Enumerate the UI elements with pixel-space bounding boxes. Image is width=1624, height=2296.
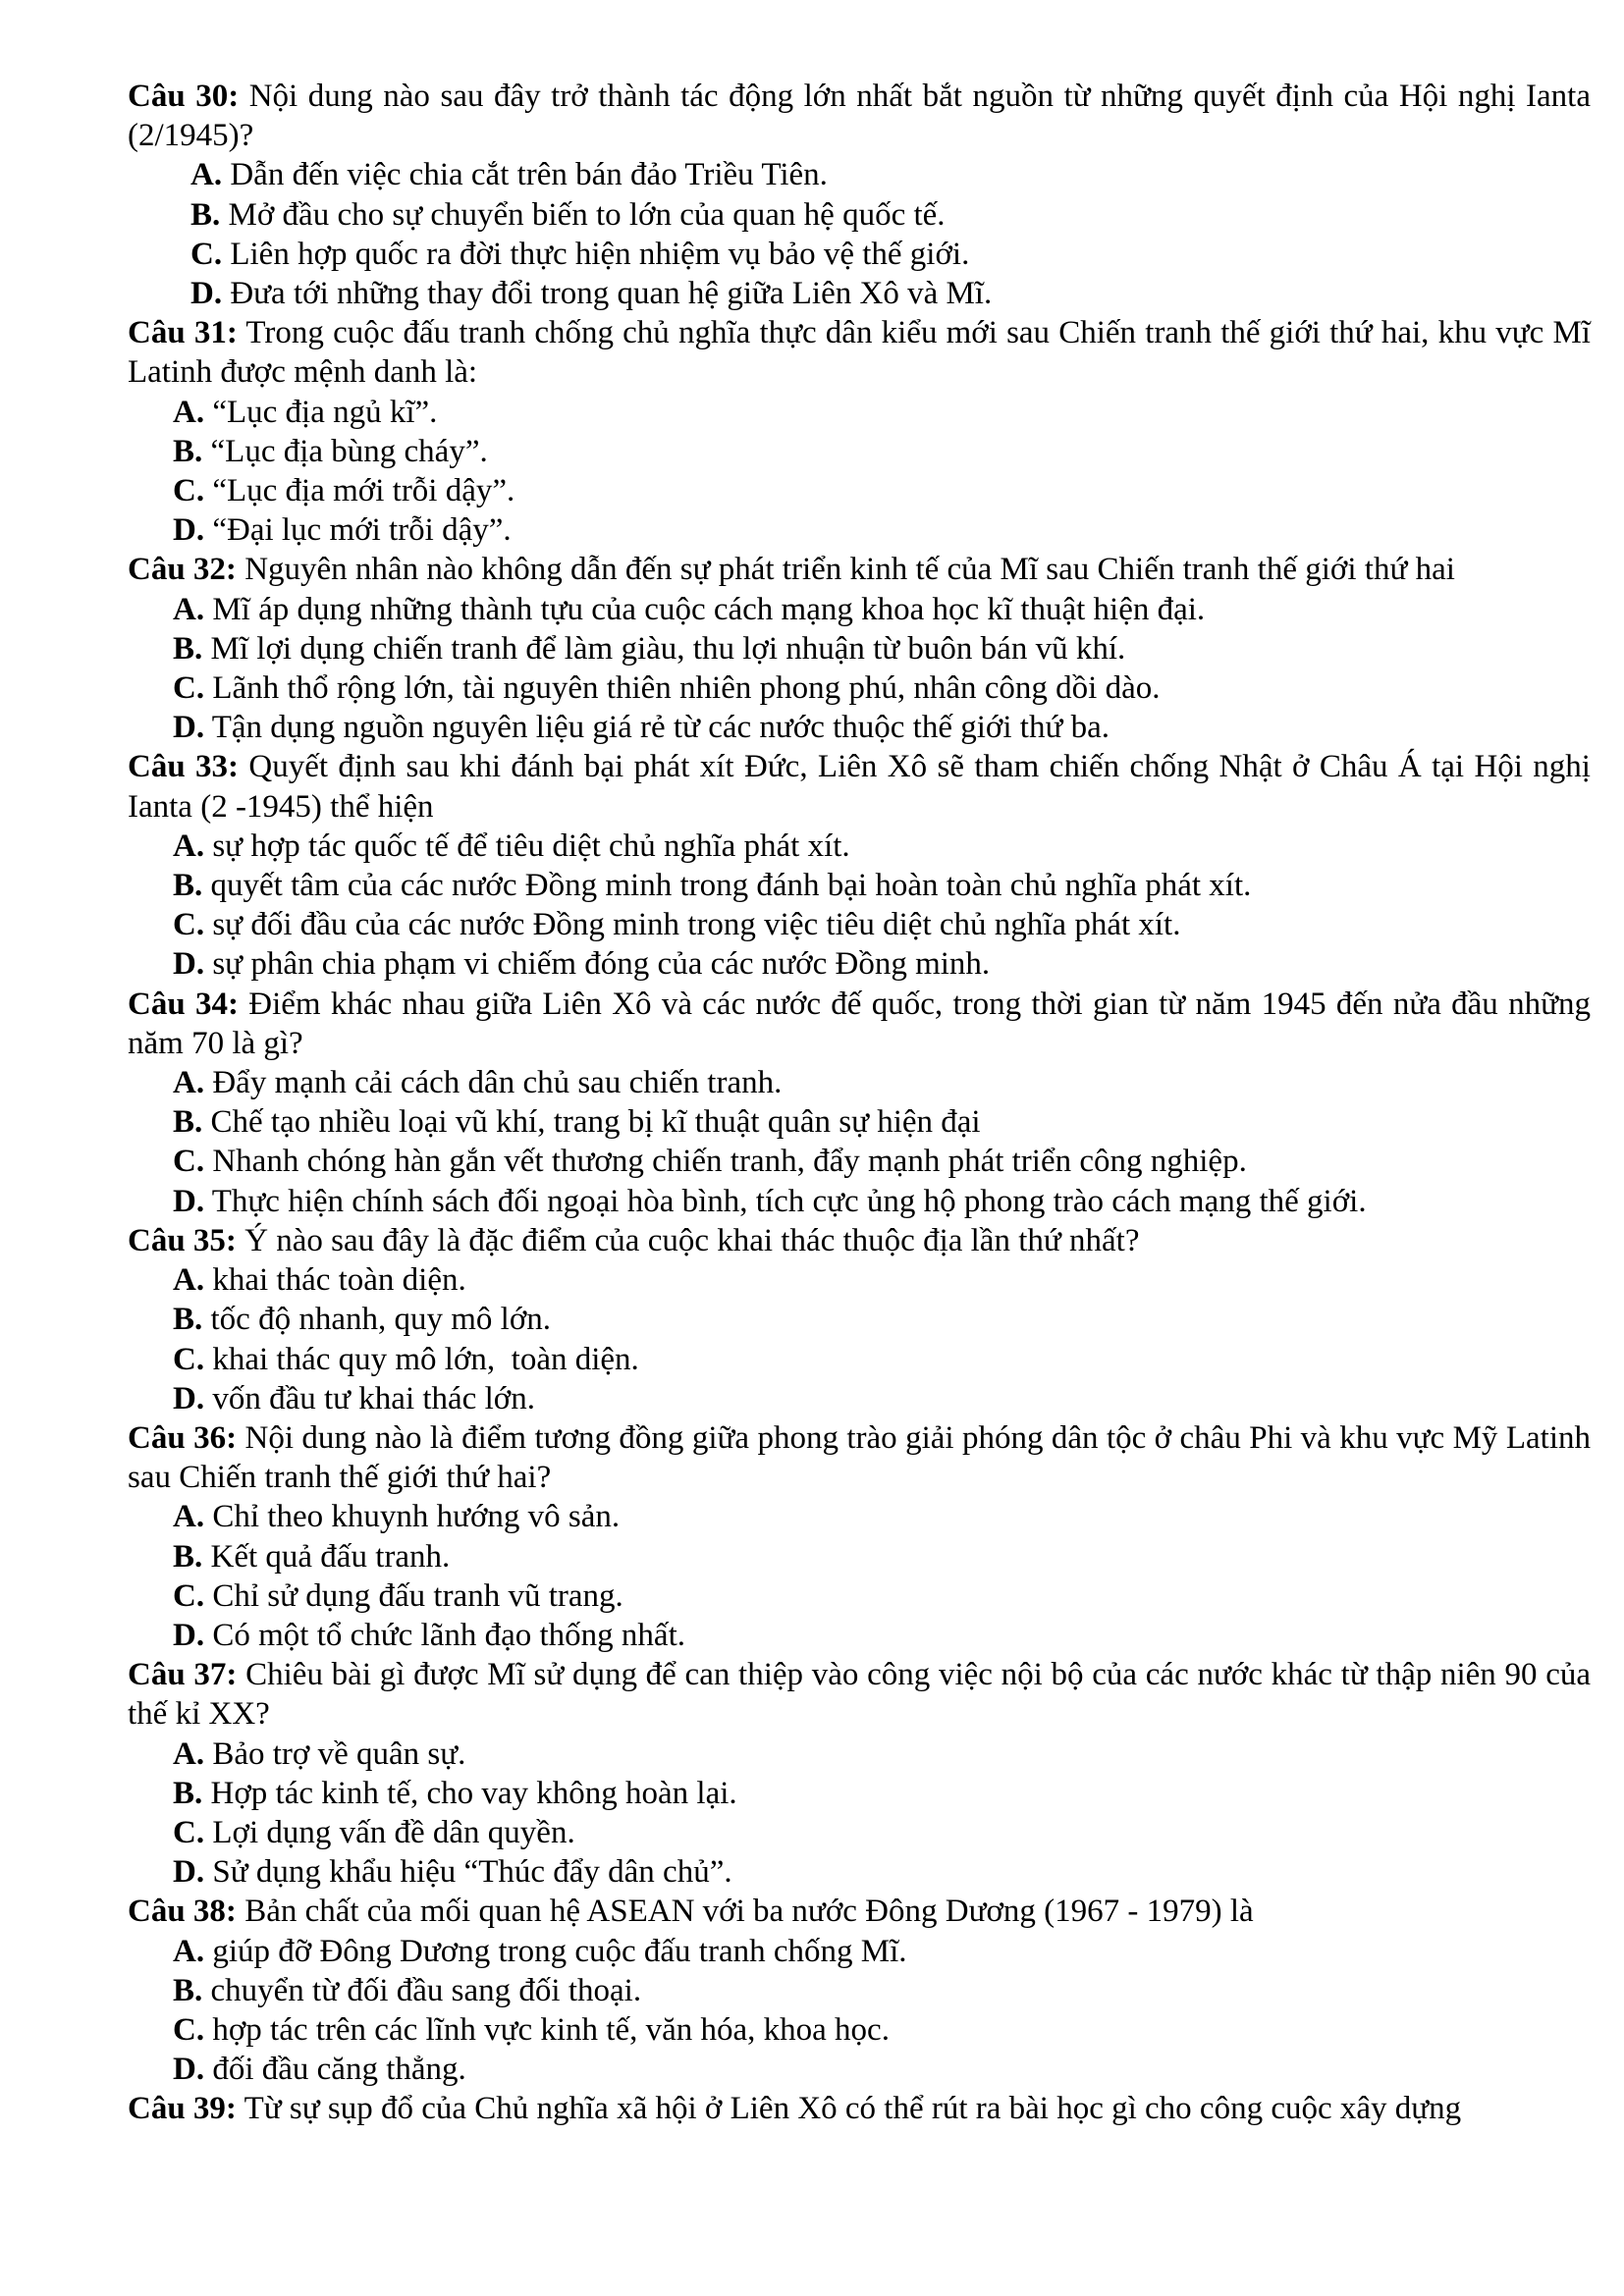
question-stem — [128, 2089, 1591, 2128]
option-text: Dẫn đến việc chia cắt trên bán đảo Triều Tiên. — [222, 157, 828, 193]
answer-option-c — [128, 905, 1591, 944]
option-text: Đẩy mạnh cải cách dân chủ sau chiến tranh. — [204, 1065, 783, 1101]
option-text: Mở đầu cho sự chuyển biến to lớn của quan hệ quốc tế. — [220, 196, 946, 233]
question-39 — [128, 2089, 1591, 2128]
option-letter: A. — [190, 157, 223, 193]
answer-option-c — [128, 1340, 1591, 1379]
option-text: Bảo trợ về quân sự. — [204, 1735, 466, 1772]
option-letter: A. — [173, 1065, 205, 1101]
question-text: Bản chất của mối quan hệ ASEAN với ba nước Đông Dương (1967 - 1979) là — [236, 1894, 1254, 1930]
option-letter: B. — [190, 196, 221, 233]
question-number: Câu 34: — [128, 986, 239, 1022]
answer-option-c — [128, 1576, 1591, 1616]
question-34 — [128, 985, 1591, 1221]
question-text: Ý nào sau đây là đặc điểm của cuộc khai thác thuộc địa lần thứ nhất? — [236, 1222, 1140, 1258]
question-number: Câu 32: — [128, 552, 237, 588]
answer-option-a — [128, 155, 1591, 194]
option-text: Hợp tác kinh tế, cho vay không hoàn lại. — [202, 1775, 737, 1811]
question-text: Quyết định sau khi đánh bại phát xít Đức, Liên Xô sẽ tham chiến chống Nhật ở Châu Á tại Hội nghị Ianta (2 -1945) thể hiện — [128, 749, 1591, 825]
answer-option-b — [128, 1102, 1591, 1142]
option-text: Có một tổ chức lãnh đạo thống nhất. — [204, 1617, 685, 1653]
option-letter: C. — [173, 907, 205, 943]
option-letter: C. — [173, 1341, 205, 1377]
option-letter: B. — [173, 630, 203, 667]
answer-option-b — [128, 866, 1591, 905]
option-letter: C. — [173, 473, 205, 509]
question-stem — [128, 1221, 1591, 1260]
option-text: hợp tác trên các lĩnh vực kinh tế, văn hóa, khoa học. — [204, 2011, 890, 2048]
option-letter: B. — [173, 1538, 203, 1575]
document-page — [128, 77, 1591, 2129]
question-text: Nội dung nào sau đây trở thành tác động lớn nhất bắt nguồn từ những quyết định của Hội nghị Ianta (2/1945)? — [128, 79, 1591, 154]
option-letter: C. — [173, 1144, 205, 1180]
option-text: Liên hợp quốc ra đời thực hiện nhiệm vụ bảo vệ thế giới. — [222, 236, 970, 272]
option-letter: A. — [173, 394, 205, 430]
answer-option-a — [128, 1260, 1591, 1300]
question-number: Câu 38: — [128, 1894, 237, 1930]
option-text: sự hợp tác quốc tế để tiêu diệt chủ nghĩa phát xít. — [204, 828, 850, 864]
option-text: Sử dụng khẩu hiệu “Thúc đẩy dân chủ”. — [204, 1854, 732, 1891]
option-letter: B. — [173, 1775, 203, 1811]
option-letter: A. — [173, 1262, 205, 1299]
question-number: Câu 31: — [128, 315, 238, 351]
option-text: Lợi dụng vấn đề dân quyền. — [204, 1814, 575, 1850]
option-letter: A. — [173, 591, 205, 627]
option-text: Thực hiện chính sách đối ngoại hòa bình, tích cực ủng hộ phong trào cách mạng thế giới. — [204, 1183, 1367, 1219]
option-text: Mĩ lợi dụng chiến tranh để làm giàu, thu lợi nhuận từ buôn bán vũ khí. — [202, 630, 1126, 667]
option-letter: D. — [173, 710, 205, 746]
answer-option-b — [128, 195, 1591, 235]
option-text: Nhanh chóng hàn gắn vết thương chiến tranh, đẩy mạnh phát triển công nghiệp. — [204, 1144, 1247, 1180]
question-stem — [128, 985, 1591, 1063]
question-text: Từ sự sụp đổ của Chủ nghĩa xã hội ở Liên Xô có thể rút ra bài học gì cho công cuộc xây dựng — [236, 2091, 1462, 2127]
option-text: quyết tâm của các nước Đồng minh trong đánh bại hoàn toàn chủ nghĩa phát xít. — [202, 868, 1252, 904]
question-stem — [128, 747, 1591, 826]
answer-option-a — [128, 393, 1591, 432]
answer-option-a — [128, 827, 1591, 866]
option-text: Tận dụng nguồn nguyên liệu giá rẻ từ các nước thuộc thế giới thứ ba. — [204, 710, 1110, 746]
option-letter: A. — [173, 1735, 205, 1772]
option-letter: D. — [190, 276, 223, 312]
question-stem — [128, 77, 1591, 155]
option-letter: A. — [173, 1933, 205, 1969]
option-text: khai thác toàn diện. — [204, 1262, 466, 1299]
option-text: “Đại lục mới trỗi dậy”. — [204, 512, 512, 549]
question-text: Điểm khác nhau giữa Liên Xô và các nước đế quốc, trong thời gian từ năm 1945 đến nửa đầu những năm 70 là gì? — [128, 986, 1591, 1061]
answer-option-a — [128, 1932, 1591, 1971]
answer-option-a — [128, 1063, 1591, 1102]
question-31 — [128, 313, 1591, 550]
option-letter: D. — [173, 1183, 205, 1219]
option-text: Kết quả đấu tranh. — [202, 1538, 451, 1575]
question-text: Nguyên nhân nào không dẫn đến sự phát triển kinh tế của Mĩ sau Chiến tranh thế giới thứ hai — [236, 552, 1455, 588]
option-letter: C. — [173, 1577, 205, 1614]
answer-option-c — [128, 2010, 1591, 2050]
option-letter: C. — [173, 2011, 205, 2048]
option-letter: C. — [190, 236, 223, 272]
answer-option-c — [128, 668, 1591, 708]
question-number: Câu 36: — [128, 1419, 238, 1456]
question-32 — [128, 550, 1591, 747]
option-text: sự đối đầu của các nước Đồng minh trong việc tiêu diệt chủ nghĩa phát xít. — [204, 907, 1181, 943]
answer-option-d — [128, 1852, 1591, 1892]
option-letter: D. — [173, 1617, 205, 1653]
answer-option-b — [128, 1300, 1591, 1339]
answer-option-d — [128, 510, 1591, 550]
option-letter: C. — [173, 1814, 205, 1850]
answer-option-a — [128, 1735, 1591, 1774]
answer-option-c — [128, 471, 1591, 510]
answer-option-b — [128, 1774, 1591, 1813]
option-letter: D. — [173, 1380, 205, 1416]
answer-option-d — [128, 1379, 1591, 1418]
option-letter: D. — [173, 1854, 205, 1891]
option-letter: C. — [173, 670, 205, 707]
answer-option-b — [128, 1971, 1591, 2010]
option-text: Lãnh thổ rộng lớn, tài nguyên thiên nhiên phong phú, nhân công dồi dào. — [204, 670, 1161, 707]
option-text: Chỉ sử dụng đấu tranh vũ trang. — [204, 1577, 623, 1614]
question-text: Trong cuộc đấu tranh chống chủ nghĩa thực dân kiểu mới sau Chiến tranh thế giới thứ hai, khu vực Mĩ Latinh được mệnh danh là: — [128, 315, 1591, 391]
option-text: “Lục địa bùng cháy”. — [202, 433, 488, 469]
question-36 — [128, 1418, 1591, 1655]
option-text: giúp đỡ Đông Dương trong cuộc đấu tranh chống Mĩ. — [204, 1933, 907, 1969]
option-text: “Lục địa mới trỗi dậy”. — [204, 473, 515, 509]
option-text: Chỉ theo khuynh hướng vô sản. — [204, 1499, 621, 1535]
option-letter: B. — [173, 1302, 203, 1338]
option-text: “Lục địa ngủ kĩ”. — [204, 394, 438, 430]
question-35 — [128, 1221, 1591, 1418]
answer-option-c — [128, 235, 1591, 274]
answer-option-d — [128, 944, 1591, 984]
question-stem — [128, 1418, 1591, 1497]
option-letter: B. — [173, 1972, 203, 2008]
question-stem — [128, 550, 1591, 589]
answer-option-a — [128, 1497, 1591, 1536]
option-letter: D. — [173, 946, 205, 983]
option-letter: B. — [173, 1104, 203, 1141]
option-letter: D. — [173, 512, 205, 549]
option-text: sự phân chia phạm vi chiếm đóng của các nước Đồng minh. — [204, 946, 991, 983]
answer-option-d — [128, 708, 1591, 747]
answer-option-b — [128, 629, 1591, 668]
question-stem — [128, 313, 1591, 392]
question-37 — [128, 1655, 1591, 1892]
option-text: đối đầu căng thẳng. — [204, 2052, 466, 2088]
question-text: Nội dung nào là điểm tương đồng giữa phong trào giải phóng dân tộc ở châu Phi và khu vực Mỹ Latinh sau Chiến tranh thế giới thứ hai? — [128, 1419, 1591, 1496]
answer-option-d — [128, 1616, 1591, 1655]
question-30 — [128, 77, 1591, 313]
option-text: Đưa tới những thay đổi trong quan hệ giữa Liên Xô và Mĩ. — [222, 276, 993, 312]
option-letter: A. — [173, 828, 205, 864]
answer-option-a — [128, 590, 1591, 629]
option-text: tốc độ nhanh, quy mô lớn. — [202, 1302, 552, 1338]
option-text: Chế tạo nhiều loại vũ khí, trang bị kĩ thuật quân sự hiện đại — [202, 1104, 981, 1141]
option-letter: B. — [173, 868, 203, 904]
answer-option-c — [128, 1142, 1591, 1181]
answer-option-c — [128, 1813, 1591, 1852]
question-number: Câu 33: — [128, 749, 240, 785]
option-text: khai thác quy mô lớn, toàn diện. — [204, 1341, 639, 1377]
question-stem — [128, 1655, 1591, 1734]
option-text: vốn đầu tư khai thác lớn. — [204, 1380, 535, 1416]
question-stem — [128, 1892, 1591, 1931]
question-number: Câu 35: — [128, 1222, 237, 1258]
answer-option-b — [128, 432, 1591, 471]
answer-option-d — [128, 2050, 1591, 2089]
question-number: Câu 30: — [128, 79, 240, 114]
question-38 — [128, 1892, 1591, 2089]
question-text: Chiêu bài gì được Mĩ sử dụng để can thiệp vào công việc nội bộ của các nước khác từ thập niên 90 của thế kỉ XX? — [128, 1657, 1591, 1733]
option-text: chuyển từ đối đầu sang đối thoại. — [202, 1972, 642, 2008]
option-letter: D. — [173, 2052, 205, 2088]
answer-option-d — [128, 1182, 1591, 1221]
answer-option-d — [128, 274, 1591, 313]
option-text: Mĩ áp dụng những thành tựu của cuộc cách mạng khoa học kĩ thuật hiện đại. — [204, 591, 1206, 627]
option-letter: B. — [173, 433, 203, 469]
option-letter: A. — [173, 1499, 205, 1535]
question-number: Câu 39: — [128, 2091, 237, 2127]
question-number: Câu 37: — [128, 1657, 238, 1693]
question-33 — [128, 747, 1591, 984]
answer-option-b — [128, 1537, 1591, 1576]
